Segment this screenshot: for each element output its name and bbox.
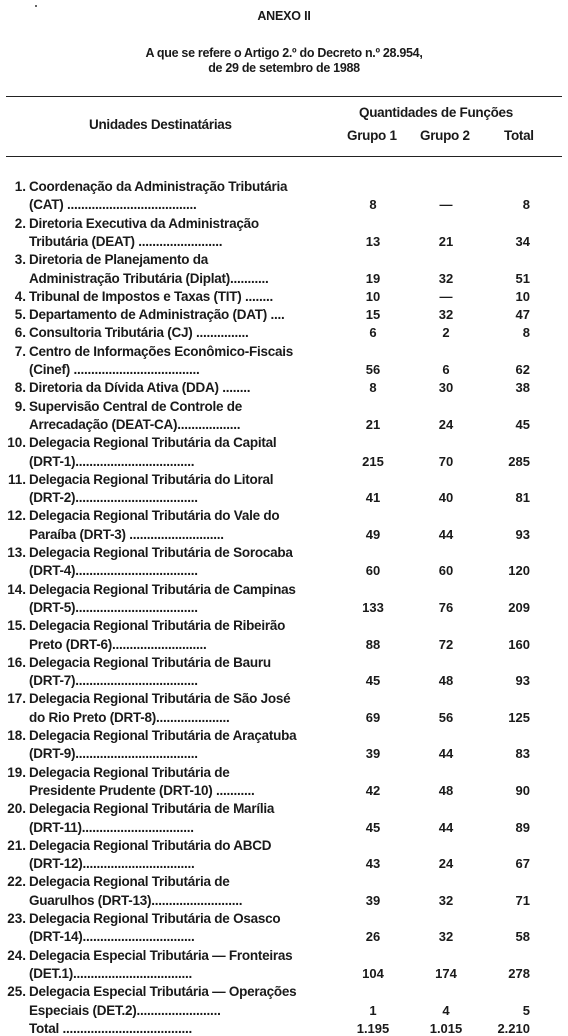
value-total: 5 <box>522 1002 530 1018</box>
unit-name-line: Presidente Prudente (DRT-10) ........... <box>29 782 255 798</box>
value-total: 209 <box>508 599 530 615</box>
header-group-2: Grupo 2 <box>420 128 470 143</box>
value-group-2: 32 <box>438 307 454 323</box>
unit-name-line: (DRT-1).................................. <box>29 453 195 469</box>
value-group-2: 2 <box>442 325 450 341</box>
value-total: 67 <box>515 856 530 872</box>
row-number: 6. <box>14 325 26 341</box>
unit-name-line: Diretoria da Dívida Ativa (DDA) ........ <box>29 380 251 396</box>
value-total: 8 <box>522 197 530 213</box>
value-group-1: 6 <box>369 325 377 341</box>
unit-name-line: Centro de Informações Econômico-Fiscais <box>29 343 294 359</box>
value-group-2: 32 <box>438 892 454 908</box>
value-total: 83 <box>515 746 530 762</box>
row-number: 18. <box>7 728 26 743</box>
value-group-1: 45 <box>365 673 381 689</box>
value-group-1: 49 <box>365 526 381 542</box>
row-number: 11. <box>7 471 26 487</box>
unit-name-line: Delegacia Regional Tributária de <box>29 874 230 890</box>
row-number: 12. <box>7 508 26 524</box>
value-total: 125 <box>508 709 530 725</box>
value-group-2: 44 <box>438 746 454 762</box>
unit-name-line: Tribunal de Impostos e Taxas (TIT) ........ <box>29 288 274 304</box>
subtitle-line-2: de 29 de setembro de 1988 <box>208 61 360 75</box>
unit-name-line: Delegacia Regional Tributária de Osasco <box>29 911 281 926</box>
value-group-1: 60 <box>365 563 381 579</box>
value-group-1: 56 <box>365 362 381 377</box>
unit-name-line: Departamento de Administração (DAT) .... <box>29 307 285 323</box>
value-total: 160 <box>508 636 530 652</box>
unit-name-line: Delegacia Regional Tributária de <box>29 764 230 780</box>
row-number: 16. <box>7 654 26 670</box>
value-group-2: 21 <box>438 233 454 249</box>
unit-name-line: Arrecadação (DEAT-CA).................. <box>29 416 241 432</box>
value-group-2: 4 <box>442 1002 450 1018</box>
unit-name-line: (DRT-7)................................... <box>29 673 198 689</box>
value-group-2: 32 <box>438 929 454 945</box>
value-total: 62 <box>515 362 530 377</box>
value-total: 51 <box>515 270 530 286</box>
row-number: 19. <box>7 764 26 780</box>
row-number: 4. <box>14 288 26 304</box>
unit-name-line: Delegacia Regional Tributária da Capital <box>29 435 277 451</box>
value-total: 45 <box>515 416 530 432</box>
unit-name-line: (DRT-9)................................... <box>29 746 198 762</box>
value-total: 38 <box>515 380 530 396</box>
row-number: 8. <box>14 380 26 396</box>
unit-name-line: Delegacia Regional Tributária de São José <box>29 691 291 707</box>
unit-name-line: Delegacia Especial Tributária — Fronteiras <box>29 947 293 963</box>
value-group-1: 88 <box>365 636 381 652</box>
value-group-2: — <box>439 288 453 304</box>
value-group-2: 76 <box>438 599 454 615</box>
row-number: 23. <box>7 911 26 926</box>
value-group-2: 174 <box>435 965 457 981</box>
row-number: 1. <box>14 179 26 194</box>
value-total: 2.210 <box>497 1020 530 1036</box>
header-total: Total <box>504 128 534 143</box>
value-group-1: 21 <box>365 416 381 432</box>
value-group-1: 8 <box>369 197 377 213</box>
value-group-2: 44 <box>438 526 454 542</box>
row-number: 9. <box>14 398 26 414</box>
row-number: 17. <box>7 691 26 707</box>
value-total: 34 <box>515 233 530 249</box>
unit-name-line: Total ..................................... <box>29 1020 193 1036</box>
unit-name-line: Consultoria Tributária (CJ) ............... <box>29 325 249 341</box>
unit-name-line: Administração Tributária (Diplat)........... <box>29 270 269 286</box>
value-group-1: 104 <box>362 965 384 981</box>
value-group-2: — <box>439 197 453 213</box>
unit-name-line: (DRT-14)................................ <box>29 929 195 945</box>
value-group-2: 72 <box>438 636 454 652</box>
row-number: 20. <box>7 801 26 817</box>
value-group-1: 42 <box>365 782 381 798</box>
unit-name-line: Delegacia Regional Tributária de Sorocaba <box>29 545 293 560</box>
value-total: 90 <box>515 782 530 798</box>
header-group-1: Grupo 1 <box>347 128 397 143</box>
value-group-2: 6 <box>442 362 450 377</box>
value-group-2: 1.015 <box>429 1020 463 1036</box>
row-number: 13. <box>7 545 26 560</box>
unit-name-line: Diretoria de Planejamento da <box>29 252 209 268</box>
value-total: 71 <box>515 892 530 908</box>
unit-name-line: (Cinef) .................................... <box>29 362 200 377</box>
unit-name-line: Guarulhos (DRT-13).......................... <box>29 892 243 908</box>
value-group-1: 8 <box>369 380 377 396</box>
value-group-2: 60 <box>438 563 454 579</box>
unit-name-line: Delegacia Regional Tributária de Campinas <box>29 581 296 597</box>
unit-name-line: Delegacia Regional Tributária de Marília <box>29 801 275 817</box>
row-number: 14. <box>7 581 26 597</box>
unit-name-line: Delegacia Especial Tributária — Operações <box>29 984 297 1000</box>
row-number: 15. <box>7 618 26 634</box>
unit-name-line: Preto (DRT-6)........................... <box>29 636 207 652</box>
row-number: 3. <box>14 252 26 268</box>
row-number: 2. <box>14 215 26 231</box>
unit-name-line: Delegacia Regional Tributária de Ribeirão <box>29 618 286 634</box>
subtitle-line-1: A que se refere o Artigo 2.º do Decreto n.º 28.954, <box>145 46 423 60</box>
unit-name-line: (DRT-12)................................ <box>29 856 195 872</box>
value-total: 278 <box>508 965 530 981</box>
value-group-2: 56 <box>438 709 454 725</box>
value-group-2: 40 <box>438 490 454 506</box>
value-total: 8 <box>522 325 530 341</box>
value-group-1: 45 <box>365 819 381 835</box>
value-group-1: 69 <box>365 709 381 725</box>
value-group-1: 13 <box>365 233 381 249</box>
unit-name-line: Delegacia Regional Tributária de Araçatuba <box>29 728 297 743</box>
unit-name-line: (DRT-4)................................... <box>29 563 198 579</box>
value-group-2: 32 <box>438 270 454 286</box>
value-total: 93 <box>515 673 530 689</box>
value-group-1: 15 <box>365 307 381 323</box>
value-group-2: 48 <box>438 673 454 689</box>
value-group-2: 24 <box>438 416 454 432</box>
value-group-1: 39 <box>365 746 381 762</box>
row-number: 21. <box>7 837 26 853</box>
value-total: 81 <box>515 490 530 506</box>
value-total: 47 <box>515 307 530 323</box>
value-total: 93 <box>515 526 530 542</box>
unit-name-line: (DRT-2)................................... <box>29 490 198 506</box>
annex-title: ANEXO II <box>257 9 311 23</box>
unit-name-line: Delegacia Regional Tributária de Bauru <box>29 654 271 670</box>
value-total: 120 <box>508 563 530 579</box>
unit-name-line: (DRT-11)................................ <box>29 819 194 835</box>
header-quantities: Quantidades de Funções <box>359 105 513 120</box>
value-group-1: 19 <box>365 270 381 286</box>
value-group-1: 133 <box>362 599 384 615</box>
value-group-1: 1 <box>369 1002 377 1018</box>
value-group-1: 26 <box>365 929 381 945</box>
unit-name-line: do Rio Preto (DRT-8)..................... <box>29 709 230 725</box>
value-group-1: 43 <box>365 856 381 872</box>
unit-name-line: Delegacia Regional Tributária do Litoral <box>29 471 274 487</box>
row-number: 5. <box>14 307 26 323</box>
unit-name-line: Coordenação da Administração Tributária <box>29 179 288 194</box>
value-group-1: 10 <box>365 288 381 304</box>
value-total: 10 <box>515 288 530 304</box>
unit-name-line: Delegacia Regional Tributária do ABCD <box>29 837 272 853</box>
value-group-1: 215 <box>362 453 384 469</box>
unit-name-line: (CAT) ..................................... <box>29 197 197 213</box>
value-group-2: 48 <box>438 782 454 798</box>
value-group-2: 44 <box>438 819 454 835</box>
row-number: 7. <box>14 343 26 359</box>
unit-name-line: Supervisão Central de Controle de <box>29 398 243 414</box>
row-number: 24. <box>7 947 26 963</box>
value-group-1: 39 <box>365 892 381 908</box>
value-group-1: 1.195 <box>356 1020 390 1036</box>
row-number: 10. <box>7 435 26 451</box>
value-total: 89 <box>515 819 530 835</box>
value-group-1: 41 <box>365 490 381 506</box>
unit-name-line: Especiais (DET.2)........................ <box>29 1002 221 1018</box>
header-units: Unidades Destinatárias <box>89 117 232 132</box>
value-group-2: 70 <box>438 453 454 469</box>
value-total: 285 <box>508 453 530 469</box>
row-number: 22. <box>7 874 26 890</box>
value-total: 58 <box>515 929 530 945</box>
unit-name-line: Tributária (DEAT) ........................ <box>29 233 223 249</box>
row-number: 25. <box>7 984 26 1000</box>
unit-name-line: Paraíba (DRT-3) ........................... <box>29 526 224 542</box>
unit-name-line: Diretoria Executiva da Administração <box>29 215 259 231</box>
unit-name-line: Delegacia Regional Tributária do Vale do <box>29 508 280 524</box>
value-group-2: 30 <box>438 380 454 396</box>
unit-name-line: (DRT-5)................................... <box>29 599 198 615</box>
unit-name-line: (DET.1).................................. <box>29 965 193 981</box>
value-group-2: 24 <box>438 856 454 872</box>
